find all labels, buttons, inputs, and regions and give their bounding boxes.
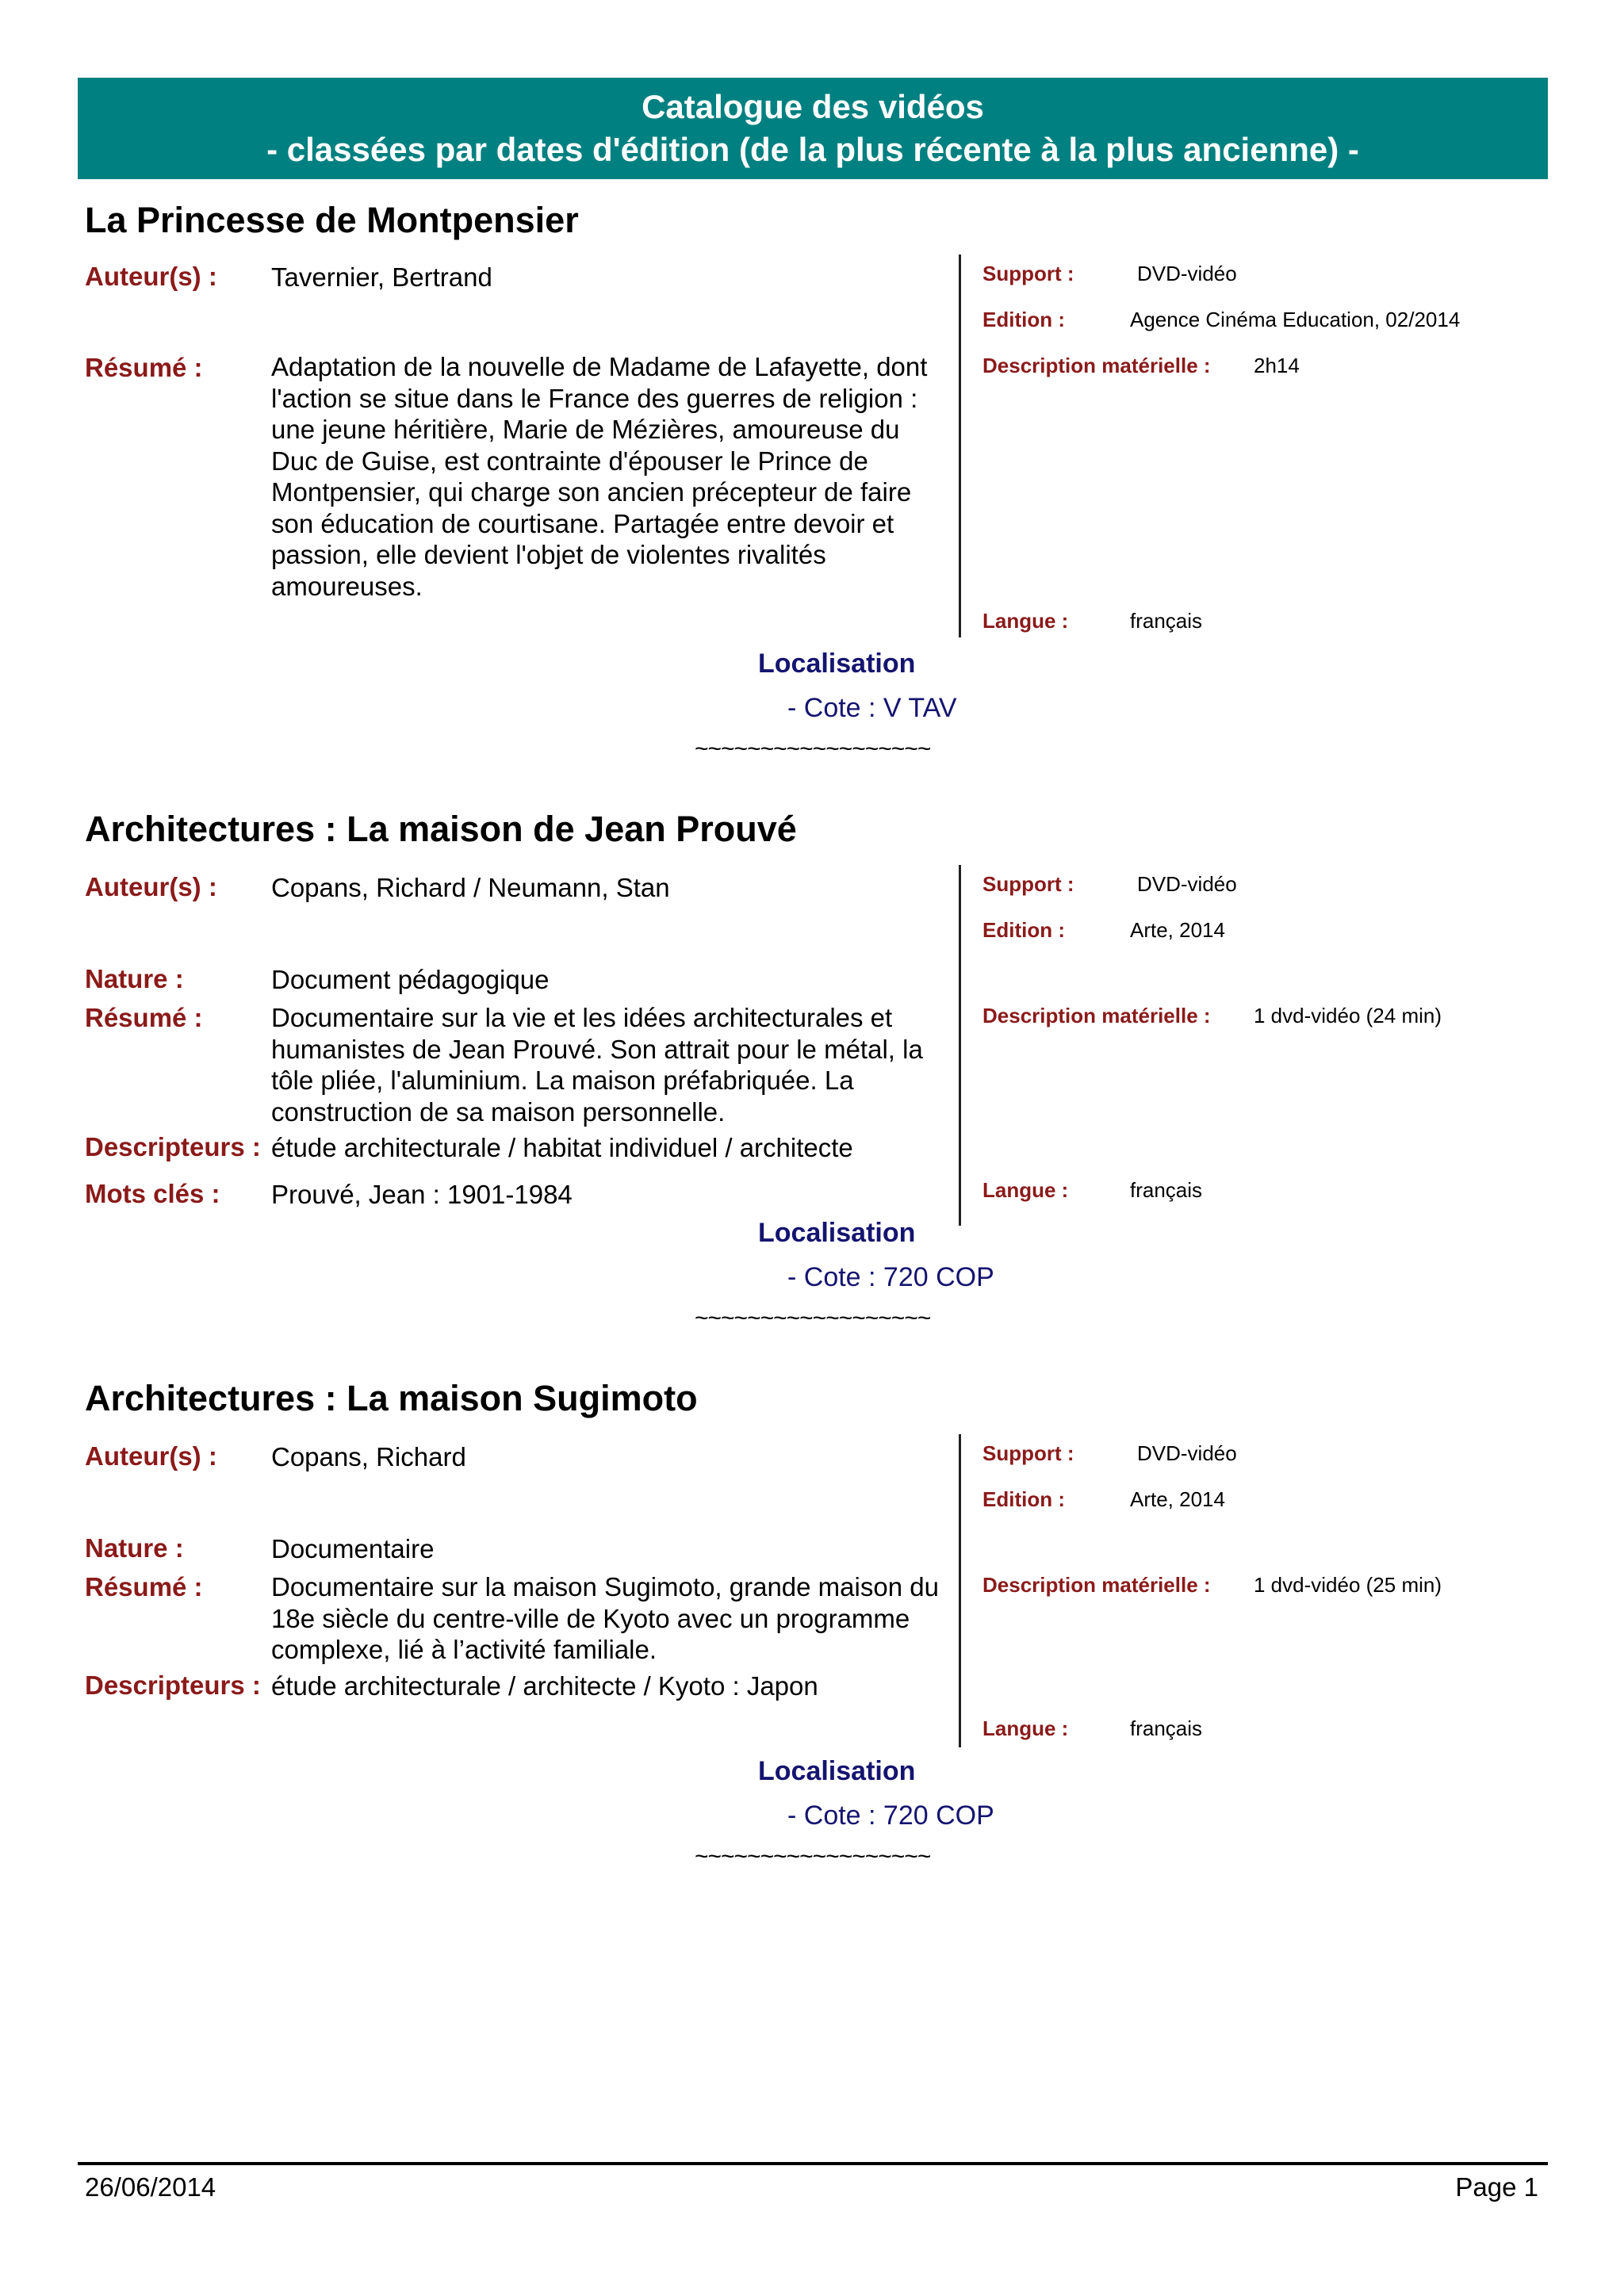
descripteurs-value: étude architecturale / habitat individuel / architecte [271,1133,853,1162]
column-divider [959,1434,961,1747]
entry-separator: ~~~~~~~~~~~~~~~~~~ [695,1305,931,1331]
description-label: Description matérielle : [982,1004,1211,1027]
localisation-heading: Localisation [758,1756,916,1786]
mots-cles-value: Prouvé, Jean : 1901-1984 [271,1180,573,1209]
description-label: Description matérielle : [982,354,1211,377]
cote-value: - Cote : 720 COP [787,1262,994,1292]
description-value: 2h14 [1254,354,1300,377]
edition-value: Agence Cinéma Education, 02/2014 [1130,308,1461,331]
auteur-label: Auteur(s) : [85,872,217,901]
resume-label: Résumé : [85,353,203,382]
catalogue-entry [0,200,1624,762]
edition-label: Edition : [982,308,1065,331]
catalogue-title: Catalogue des vidéos [642,88,984,125]
edition-label: Edition : [982,1487,1065,1511]
edition-value: Arte, 2014 [1130,1487,1225,1511]
localisation-heading: Localisation [758,1218,916,1248]
descripteurs-label: Descripteurs : [85,1132,261,1161]
nature-label: Nature : [85,964,184,993]
catalogue-entry [0,1378,1624,1933]
resume-value: Adaptation de la nouvelle de Madame de Lafayette, dont l'action se situe dans le France des guerres de religion : une jeune héritière, Marie de Mézières, amoureuse du Duc de Guise, est contrainte d'épouser le Prince de Montpensier, qui charge son ancien précepteur de faire son éducation de courtisane. Partagée entre devoir et passion, elle devient l'objet de violentes rivalités amoureuses. [271,352,928,601]
entry-title: Architectures : La maison de Jean Prouvé [85,809,797,849]
footer-rule [78,2162,1548,2165]
support-label: Support : [982,262,1074,285]
resume-value: Documentaire sur la maison Sugimoto, grande maison du 18e siècle du centre-ville de Kyoto avec un programme complexe, lié à l’activité familiale. [271,1572,939,1664]
auteur-value: Copans, Richard [271,1442,466,1471]
resume-label: Résumé : [85,1003,203,1032]
description-label: Description matérielle : [982,1573,1211,1597]
cote-value: - Cote : 720 COP [787,1800,994,1831]
edition-label: Edition : [982,918,1065,942]
mots-cles-label: Mots clés : [85,1179,220,1208]
entry-title: La Princesse de Montpensier [85,200,579,240]
description-value: 1 dvd-vidéo (24 min) [1254,1004,1442,1027]
auteur-label: Auteur(s) : [85,262,217,291]
langue-value: français [1130,609,1203,633]
support-value: DVD-vidéo [1137,872,1237,896]
descripteurs-value: étude architecturale / architecte / Kyoto : Japon [271,1671,818,1701]
langue-value: français [1130,1716,1203,1740]
support-value: DVD-vidéo [1137,1441,1237,1465]
nature-value: Document pédagogique [271,965,550,994]
catalogue-subtitle: - classées par dates d'édition (de la plus récente à la plus ancienne) - [266,131,1359,168]
support-label: Support : [982,872,1074,896]
catalogue-header [78,78,1548,179]
langue-label: Langue : [982,1716,1069,1740]
column-divider [959,254,961,637]
entry-title: Architectures : La maison Sugimoto [85,1378,698,1418]
langue-value: français [1130,1178,1203,1202]
catalogue-entry [0,809,1624,1364]
auteur-value: Copans, Richard / Neumann, Stan [271,873,670,902]
column-divider [959,865,961,1226]
footer-date: 26/06/2014 [85,2172,216,2202]
langue-label: Langue : [982,609,1069,633]
nature-value: Documentaire [271,1534,435,1563]
entry-separator: ~~~~~~~~~~~~~~~~~~ [695,1843,931,1869]
resume-value: Documentaire sur la vie et les idées architecturales et humanistes de Jean Prouvé. Son attrait pour le métal, la tôle pliée, l'aluminium. La maison préfabriquée. La construction de sa maison personnelle. [271,1003,923,1127]
entry-separator: ~~~~~~~~~~~~~~~~~~ [695,736,931,762]
auteur-value: Tavernier, Bertrand [271,262,492,292]
nature-label: Nature : [85,1533,184,1563]
descripteurs-label: Descripteurs : [85,1670,261,1700]
footer-page-number: Page 1 [1455,2172,1538,2202]
auteur-label: Auteur(s) : [85,1441,217,1471]
cote-value: - Cote : V TAV [787,693,957,723]
langue-label: Langue : [982,1178,1069,1202]
support-value: DVD-vidéo [1137,262,1237,285]
resume-label: Résumé : [85,1572,203,1601]
edition-value: Arte, 2014 [1130,918,1225,942]
description-value: 1 dvd-vidéo (25 min) [1254,1573,1442,1597]
support-label: Support : [982,1441,1074,1465]
localisation-heading: Localisation [758,649,916,679]
